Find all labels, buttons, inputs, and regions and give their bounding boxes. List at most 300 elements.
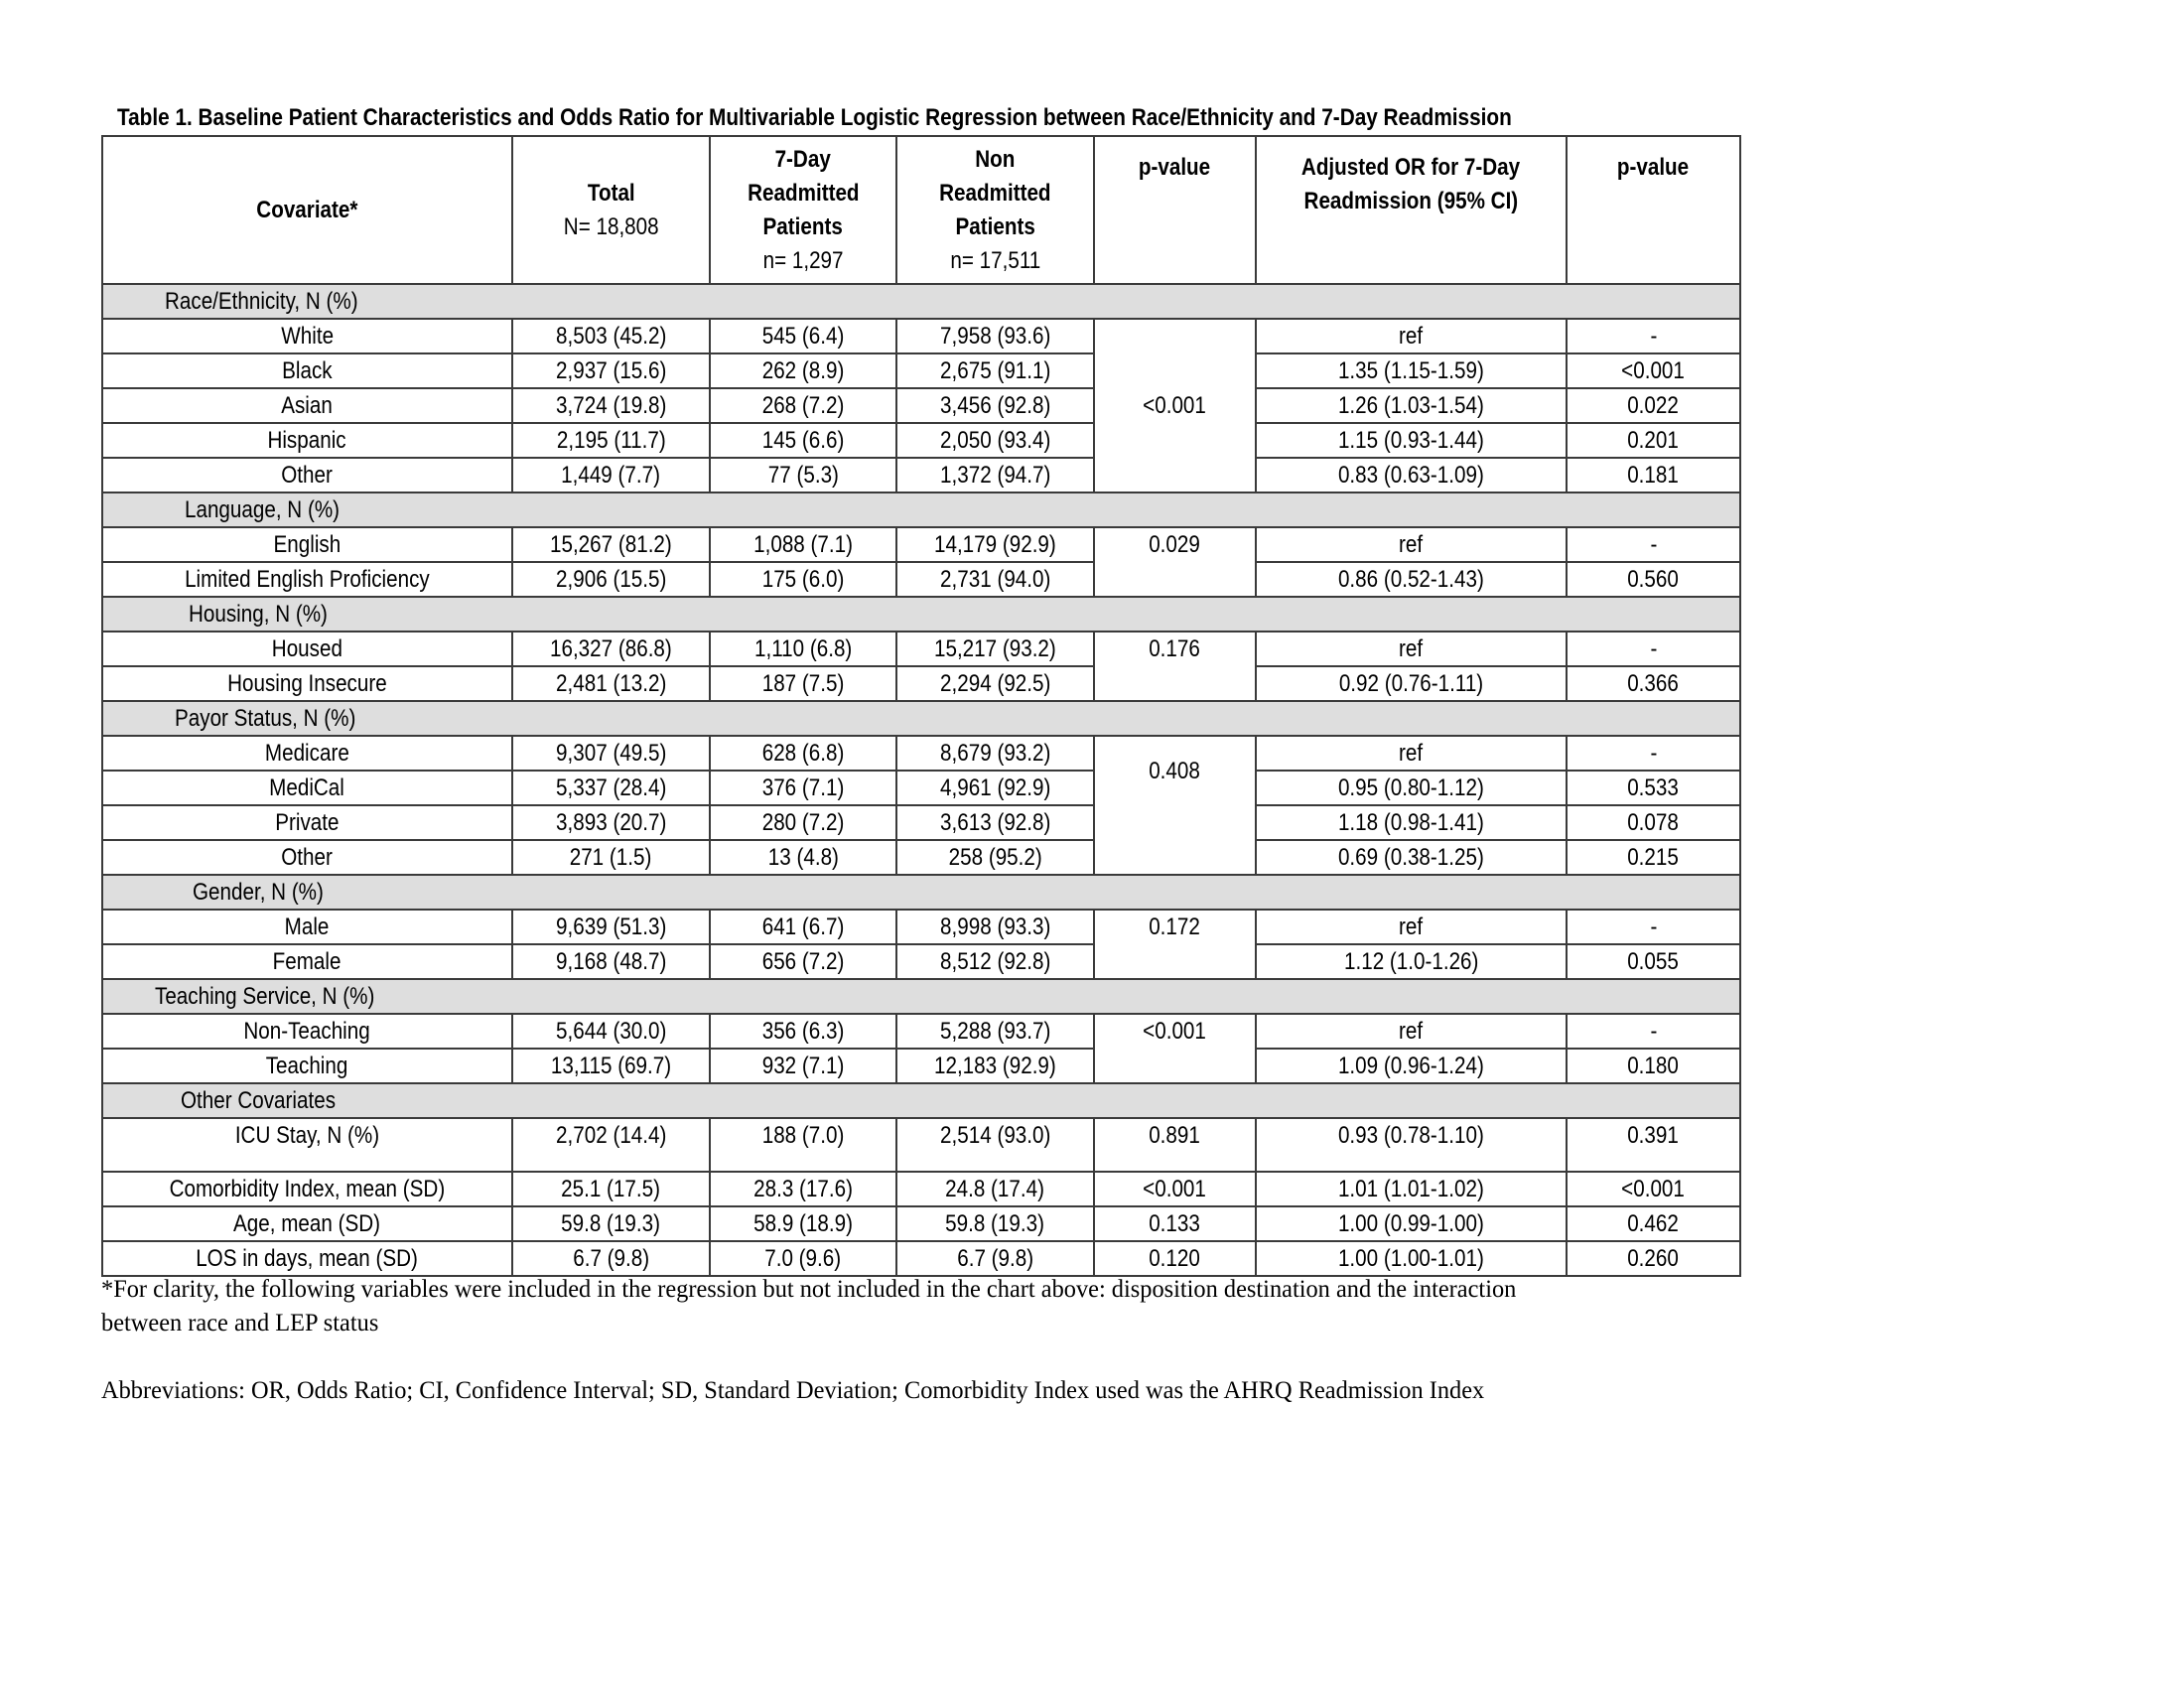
total-cell <box>512 1014 710 1049</box>
table-row <box>102 1172 1740 1206</box>
non-readmitted-cell-text: 15,217 (93.2) <box>934 635 1056 662</box>
pvalue-cell <box>1094 1206 1256 1241</box>
total-cell-text: 9,639 (51.3) <box>555 914 667 940</box>
adjusted-or-cell-text: ref <box>1399 531 1424 558</box>
section-blank-cell <box>896 1083 1094 1118</box>
adjusted-or-cell-text: 1.18 (0.98-1.41) <box>1338 809 1484 836</box>
covariate-cell <box>102 1014 512 1049</box>
table-row <box>102 353 1740 388</box>
readmitted-cell <box>710 458 896 492</box>
adjusted-or-cell-text: 0.95 (0.80-1.12) <box>1338 774 1484 801</box>
non-readmitted-cell <box>896 388 1094 423</box>
readmitted-cell-text: 187 (7.5) <box>761 670 845 697</box>
non-readmitted-cell <box>896 666 1094 701</box>
adjusted-or-cell <box>1256 1118 1567 1172</box>
or-pvalue-cell <box>1567 1206 1740 1241</box>
total-cell-text: 15,267 (81.2) <box>550 531 672 558</box>
total-cell-text: 2,702 (14.4) <box>555 1122 667 1149</box>
covariate-cell <box>102 805 512 840</box>
total-cell <box>512 1241 710 1276</box>
non-readmitted-cell-text: 5,288 (93.7) <box>939 1018 1051 1045</box>
or-pvalue-cell-text: 0.201 <box>1627 427 1680 454</box>
covariate-cell-text: LOS in days, mean (SD) <box>196 1245 419 1272</box>
total-cell <box>512 666 710 701</box>
or-pvalue-cell <box>1567 805 1740 840</box>
footnote-line-2: between race and LEP status <box>101 1310 379 1336</box>
non-readmitted-cell <box>896 319 1094 353</box>
or-pvalue-cell <box>1567 353 1740 388</box>
total-cell <box>512 805 710 840</box>
baseline-characteristics-table <box>101 135 1741 1277</box>
header-total: Total N= 18,808 <box>512 136 710 284</box>
readmitted-cell-text: 628 (6.8) <box>761 740 845 767</box>
section-row-teaching <box>102 979 1740 1014</box>
or-pvalue-cell-text: 0.366 <box>1627 670 1680 697</box>
section-blank-cell <box>1567 597 1740 632</box>
section-row-race <box>102 284 1740 319</box>
covariate-cell-text: MediCal <box>269 774 345 801</box>
group-pvalue-cell-text: <0.001 <box>1143 1018 1207 1045</box>
or-pvalue-cell <box>1567 944 1740 979</box>
readmitted-cell-text: 376 (7.1) <box>761 774 845 801</box>
header-pvalue-2: p-value <box>1567 136 1740 284</box>
table-row <box>102 423 1740 458</box>
readmitted-cell <box>710 805 896 840</box>
group-pvalue-cell <box>1094 1014 1256 1083</box>
pvalue-cell-text: 0.120 <box>1149 1245 1201 1272</box>
or-pvalue-cell <box>1567 388 1740 423</box>
adjusted-or-cell-text: 1.15 (0.93-1.44) <box>1338 427 1484 454</box>
section-blank-cell <box>512 492 710 527</box>
or-pvalue-cell-text: - <box>1650 1018 1657 1045</box>
readmitted-cell <box>710 632 896 666</box>
covariate-cell <box>102 1206 512 1241</box>
section-blank-cell <box>896 875 1094 910</box>
adjusted-or-cell <box>1256 388 1567 423</box>
non-readmitted-cell-text: 2,514 (93.0) <box>939 1122 1051 1149</box>
non-readmitted-cell-text: 2,294 (92.5) <box>939 670 1051 697</box>
header-readmitted: 7-Day Readmitted Patients n= 1,297 <box>710 136 896 284</box>
section-blank-cell <box>710 1083 896 1118</box>
section-blank-cell <box>1256 979 1567 1014</box>
or-pvalue-cell <box>1567 527 1740 562</box>
section-blank-cell <box>1094 492 1256 527</box>
table-row <box>102 910 1740 944</box>
or-pvalue-cell-text: 0.215 <box>1627 844 1680 871</box>
readmitted-cell <box>710 1014 896 1049</box>
section-label-text: Language, N (%) <box>185 495 341 523</box>
covariate-cell-text: Medicare <box>265 740 349 767</box>
total-cell <box>512 840 710 875</box>
section-blank-cell <box>710 875 896 910</box>
non-readmitted-cell <box>896 423 1094 458</box>
non-readmitted-cell-text: 3,456 (92.8) <box>939 392 1051 419</box>
total-cell <box>512 771 710 805</box>
or-pvalue-cell <box>1567 910 1740 944</box>
covariate-cell <box>102 632 512 666</box>
non-readmitted-cell-text: 8,998 (93.3) <box>939 914 1051 940</box>
section-blank-cell <box>1094 1083 1256 1118</box>
non-readmitted-cell <box>896 353 1094 388</box>
readmitted-cell-text: 77 (5.3) <box>767 462 839 489</box>
section-label <box>102 597 512 632</box>
covariate-cell-text: Teaching <box>266 1053 348 1079</box>
or-pvalue-cell-text: 0.533 <box>1627 774 1680 801</box>
table-row <box>102 736 1740 771</box>
header-row <box>102 136 1740 284</box>
readmitted-cell <box>710 666 896 701</box>
adjusted-or-cell-text: 0.86 (0.52-1.43) <box>1338 566 1484 593</box>
total-cell <box>512 527 710 562</box>
adjusted-or-cell-text: 1.01 (1.01-1.02) <box>1338 1176 1484 1202</box>
adjusted-or-cell-text: 1.35 (1.15-1.59) <box>1338 357 1484 384</box>
adjusted-or-cell-text: 0.92 (0.76-1.11) <box>1338 670 1484 697</box>
non-readmitted-cell-text: 8,679 (93.2) <box>939 740 1051 767</box>
total-cell-text: 16,327 (86.8) <box>550 635 672 662</box>
table-row <box>102 840 1740 875</box>
adjusted-or-cell <box>1256 840 1567 875</box>
table-row <box>102 1049 1740 1083</box>
section-blank-cell <box>1567 979 1740 1014</box>
section-label-text: Race/Ethnicity, N (%) <box>165 287 358 315</box>
section-blank-cell <box>896 284 1094 319</box>
readmitted-cell <box>710 1118 896 1172</box>
adjusted-or-cell-text: ref <box>1399 914 1424 940</box>
adjusted-or-cell-text: ref <box>1399 635 1424 662</box>
adjusted-or-cell <box>1256 944 1567 979</box>
non-readmitted-cell <box>896 458 1094 492</box>
non-readmitted-cell <box>896 1014 1094 1049</box>
non-readmitted-cell <box>896 1172 1094 1206</box>
table-title <box>117 103 1745 133</box>
section-blank-cell <box>1094 875 1256 910</box>
adjusted-or-cell <box>1256 458 1567 492</box>
covariate-cell-text: Age, mean (SD) <box>233 1210 381 1237</box>
readmitted-cell-text: 268 (7.2) <box>761 392 845 419</box>
covariate-cell-text: Comorbidity Index, mean (SD) <box>169 1176 446 1202</box>
covariate-cell-text: Asian <box>281 392 334 419</box>
table-row <box>102 527 1740 562</box>
section-blank-cell <box>1567 701 1740 736</box>
covariate-cell-text: ICU Stay, N (%) <box>234 1122 380 1149</box>
non-readmitted-cell-text: 258 (95.2) <box>948 844 1042 871</box>
or-pvalue-cell <box>1567 771 1740 805</box>
non-readmitted-cell-text: 2,050 (93.4) <box>939 427 1051 454</box>
readmitted-cell-text: 1,088 (7.1) <box>753 531 853 558</box>
section-label-text: Payor Status, N (%) <box>175 704 356 732</box>
pvalue-cell-text: 0.133 <box>1149 1210 1201 1237</box>
table-row <box>102 319 1740 353</box>
total-cell <box>512 388 710 423</box>
readmitted-cell <box>710 771 896 805</box>
adjusted-or-cell <box>1256 1172 1567 1206</box>
total-cell-text: 271 (1.5) <box>570 844 652 871</box>
section-row-payor <box>102 701 1740 736</box>
section-label <box>102 875 512 910</box>
non-readmitted-cell <box>896 1118 1094 1172</box>
covariate-cell-text: Female <box>273 948 341 975</box>
or-pvalue-cell-text: 0.055 <box>1627 948 1680 975</box>
section-blank-cell <box>896 701 1094 736</box>
non-readmitted-cell-text: 12,183 (92.9) <box>934 1053 1056 1079</box>
table-row <box>102 1241 1740 1276</box>
covariate-cell-text: Black <box>282 357 333 384</box>
covariate-cell <box>102 562 512 597</box>
adjusted-or-cell-text: 1.26 (1.03-1.54) <box>1338 392 1484 419</box>
section-blank-cell <box>1094 597 1256 632</box>
group-pvalue-cell-text: 0.172 <box>1149 914 1201 940</box>
section-blank-cell <box>512 1083 710 1118</box>
adjusted-or-cell-text: 0.83 (0.63-1.09) <box>1338 462 1484 489</box>
or-pvalue-cell-text: 0.022 <box>1627 392 1680 419</box>
table-row <box>102 1206 1740 1241</box>
group-pvalue-cell <box>1094 319 1256 492</box>
readmitted-cell-text: 28.3 (17.6) <box>753 1176 853 1202</box>
table-row <box>102 666 1740 701</box>
covariate-cell-text: Limited English Proficiency <box>185 566 430 593</box>
non-readmitted-cell <box>896 562 1094 597</box>
abbreviations-note: Abbreviations: OR, Odds Ratio; CI, Confidence Interval; SD, Standard Deviation; Comorbidity Index used was the AHRQ Readmission Index <box>101 1377 1485 1404</box>
section-blank-cell <box>512 701 710 736</box>
section-blank-cell <box>710 597 896 632</box>
non-readmitted-cell-text: 6.7 (9.8) <box>957 1245 1033 1272</box>
total-cell-text: 2,481 (13.2) <box>555 670 667 697</box>
total-cell <box>512 1118 710 1172</box>
readmitted-cell <box>710 1206 896 1241</box>
total-cell <box>512 736 710 771</box>
section-blank-cell <box>512 597 710 632</box>
readmitted-cell <box>710 562 896 597</box>
covariate-cell-text: Private <box>275 809 340 836</box>
section-blank-cell <box>1256 492 1567 527</box>
section-label-text: Other Covariates <box>181 1086 337 1114</box>
covariate-cell <box>102 1172 512 1206</box>
non-readmitted-cell <box>896 1049 1094 1083</box>
readmitted-cell-text: 13 (4.8) <box>767 844 839 871</box>
covariate-cell-text: Non-Teaching <box>243 1018 371 1045</box>
adjusted-or-cell <box>1256 423 1567 458</box>
adjusted-or-cell <box>1256 353 1567 388</box>
non-readmitted-cell <box>896 736 1094 771</box>
total-cell <box>512 1049 710 1083</box>
non-readmitted-cell <box>896 1206 1094 1241</box>
covariate-cell-text: Male <box>285 914 330 940</box>
or-pvalue-cell-text: 0.078 <box>1627 809 1680 836</box>
table-row <box>102 632 1740 666</box>
section-blank-cell <box>710 284 896 319</box>
table-row <box>102 458 1740 492</box>
covariate-cell <box>102 1241 512 1276</box>
footnote-line-1: *For clarity, the following variables were included in the regression but not included in the chart above: disposition destination and the interaction <box>101 1276 1517 1303</box>
non-readmitted-cell-text: 2,675 (91.1) <box>939 357 1051 384</box>
covariate-cell-text: English <box>273 531 341 558</box>
covariate-cell-text: Other <box>281 462 334 489</box>
non-readmitted-cell-text: 14,179 (92.9) <box>934 531 1056 558</box>
readmitted-cell-text: 58.9 (18.9) <box>753 1210 853 1237</box>
readmitted-cell <box>710 1049 896 1083</box>
total-cell-text: 5,337 (28.4) <box>555 774 667 801</box>
readmitted-cell-text: 280 (7.2) <box>761 809 845 836</box>
section-blank-cell <box>512 875 710 910</box>
adjusted-or-cell <box>1256 562 1567 597</box>
or-pvalue-cell <box>1567 1049 1740 1083</box>
section-blank-cell <box>1094 701 1256 736</box>
or-pvalue-cell-text: - <box>1650 323 1657 350</box>
header-pvalue: p-value <box>1094 136 1256 284</box>
non-readmitted-cell <box>896 632 1094 666</box>
total-cell <box>512 632 710 666</box>
adjusted-or-cell-text: 1.00 (0.99-1.00) <box>1338 1210 1484 1237</box>
readmitted-cell <box>710 944 896 979</box>
covariate-cell-text: White <box>281 323 334 350</box>
section-label <box>102 492 512 527</box>
section-blank-cell <box>1256 597 1567 632</box>
or-pvalue-cell <box>1567 423 1740 458</box>
section-row-other <box>102 1083 1740 1118</box>
readmitted-cell <box>710 840 896 875</box>
or-pvalue-cell-text: <0.001 <box>1621 1176 1686 1202</box>
covariate-cell <box>102 910 512 944</box>
covariate-cell-text: Housing Insecure <box>227 670 387 697</box>
adjusted-or-cell <box>1256 1049 1567 1083</box>
table-row <box>102 944 1740 979</box>
adjusted-or-cell <box>1256 666 1567 701</box>
or-pvalue-cell-text: - <box>1650 740 1657 767</box>
section-blank-cell <box>896 979 1094 1014</box>
total-cell-text: 5,644 (30.0) <box>555 1018 667 1045</box>
readmitted-cell <box>710 423 896 458</box>
table-body <box>102 284 1740 1276</box>
non-readmitted-cell <box>896 1241 1094 1276</box>
header-non-readmitted: Non Readmitted Patients n= 17,511 <box>896 136 1094 284</box>
total-cell-text: 9,307 (49.5) <box>555 740 667 767</box>
total-cell-text: 2,937 (15.6) <box>555 357 667 384</box>
total-cell <box>512 944 710 979</box>
group-pvalue-cell-text: <0.001 <box>1143 392 1207 419</box>
total-cell-text: 8,503 (45.2) <box>555 323 667 350</box>
section-label <box>102 284 512 319</box>
adjusted-or-cell-text: 1.09 (0.96-1.24) <box>1338 1053 1484 1079</box>
group-pvalue-cell-text: 0.176 <box>1149 635 1201 662</box>
section-blank-cell <box>1094 979 1256 1014</box>
or-pvalue-cell-text: - <box>1650 531 1657 558</box>
or-pvalue-cell <box>1567 1241 1740 1276</box>
section-blank-cell <box>710 701 896 736</box>
adjusted-or-cell-text: 0.69 (0.38-1.25) <box>1338 844 1484 871</box>
non-readmitted-cell <box>896 805 1094 840</box>
table-row <box>102 771 1740 805</box>
adjusted-or-cell <box>1256 1206 1567 1241</box>
covariate-cell <box>102 771 512 805</box>
section-blank-cell <box>512 284 710 319</box>
section-row-language <box>102 492 1740 527</box>
section-blank-cell <box>512 979 710 1014</box>
total-cell <box>512 910 710 944</box>
section-label-text: Teaching Service, N (%) <box>155 982 375 1010</box>
or-pvalue-cell <box>1567 319 1740 353</box>
adjusted-or-cell-text: ref <box>1399 323 1424 350</box>
section-blank-cell <box>1256 1083 1567 1118</box>
total-cell <box>512 319 710 353</box>
readmitted-cell <box>710 736 896 771</box>
group-pvalue-cell <box>1094 527 1256 597</box>
covariate-cell <box>102 736 512 771</box>
section-blank-cell <box>896 597 1094 632</box>
or-pvalue-cell <box>1567 562 1740 597</box>
section-label <box>102 1083 512 1118</box>
covariate-cell <box>102 527 512 562</box>
group-pvalue-cell <box>1094 632 1256 701</box>
pvalue-cell <box>1094 1118 1256 1172</box>
covariate-cell <box>102 944 512 979</box>
adjusted-or-cell <box>1256 319 1567 353</box>
adjusted-or-cell-text: 1.00 (1.00-1.01) <box>1338 1245 1484 1272</box>
non-readmitted-cell-text: 24.8 (17.4) <box>945 1176 1045 1202</box>
pvalue-cell <box>1094 1172 1256 1206</box>
section-blank-cell <box>896 492 1094 527</box>
or-pvalue-cell <box>1567 736 1740 771</box>
header-covariate: Covariate* <box>102 136 512 284</box>
adjusted-or-cell <box>1256 632 1567 666</box>
total-cell <box>512 458 710 492</box>
or-pvalue-cell-text: - <box>1650 635 1657 662</box>
adjusted-or-cell-text: ref <box>1399 740 1424 767</box>
group-pvalue-cell-text: 0.029 <box>1149 531 1201 558</box>
covariate-cell <box>102 840 512 875</box>
header-adjusted-or: Adjusted OR for 7-Day Readmission (95% CI) <box>1256 136 1567 284</box>
covariate-cell <box>102 423 512 458</box>
pvalue-cell-text: <0.001 <box>1143 1176 1207 1202</box>
total-cell-text: 2,195 (11.7) <box>556 427 666 454</box>
or-pvalue-cell <box>1567 632 1740 666</box>
total-cell-text: 3,724 (19.8) <box>555 392 667 419</box>
non-readmitted-cell-text: 8,512 (92.8) <box>939 948 1051 975</box>
total-cell <box>512 1206 710 1241</box>
or-pvalue-cell-text: 0.181 <box>1627 462 1680 489</box>
covariate-cell <box>102 458 512 492</box>
adjusted-or-cell <box>1256 736 1567 771</box>
table-row <box>102 1118 1740 1172</box>
non-readmitted-cell <box>896 944 1094 979</box>
readmitted-cell-text: 7.0 (9.6) <box>764 1245 842 1272</box>
section-label-text: Gender, N (%) <box>193 878 324 906</box>
group-pvalue-cell-text: 0.408 <box>1149 758 1201 784</box>
or-pvalue-cell <box>1567 840 1740 875</box>
readmitted-cell-text: 262 (8.9) <box>761 357 845 384</box>
or-pvalue-cell-text: 0.180 <box>1627 1053 1680 1079</box>
section-blank-cell <box>1256 701 1567 736</box>
covariate-cell <box>102 388 512 423</box>
section-blank-cell <box>1567 284 1740 319</box>
or-pvalue-cell-text: 0.462 <box>1627 1210 1680 1237</box>
total-cell <box>512 353 710 388</box>
section-blank-cell <box>1567 875 1740 910</box>
readmitted-cell-text: 188 (7.0) <box>761 1122 845 1149</box>
total-cell <box>512 423 710 458</box>
covariate-cell-text: Hispanic <box>267 427 347 454</box>
adjusted-or-cell <box>1256 771 1567 805</box>
section-label-text: Housing, N (%) <box>189 600 328 628</box>
section-row-housing <box>102 597 1740 632</box>
or-pvalue-cell <box>1567 1118 1740 1172</box>
pvalue-cell <box>1094 1241 1256 1276</box>
covariate-cell-text: Other <box>281 844 334 871</box>
readmitted-cell-text: 145 (6.6) <box>761 427 845 454</box>
or-pvalue-cell <box>1567 1014 1740 1049</box>
readmitted-cell-text: 356 (6.3) <box>761 1018 845 1045</box>
table-row <box>102 805 1740 840</box>
readmitted-cell-text: 656 (7.2) <box>761 948 845 975</box>
